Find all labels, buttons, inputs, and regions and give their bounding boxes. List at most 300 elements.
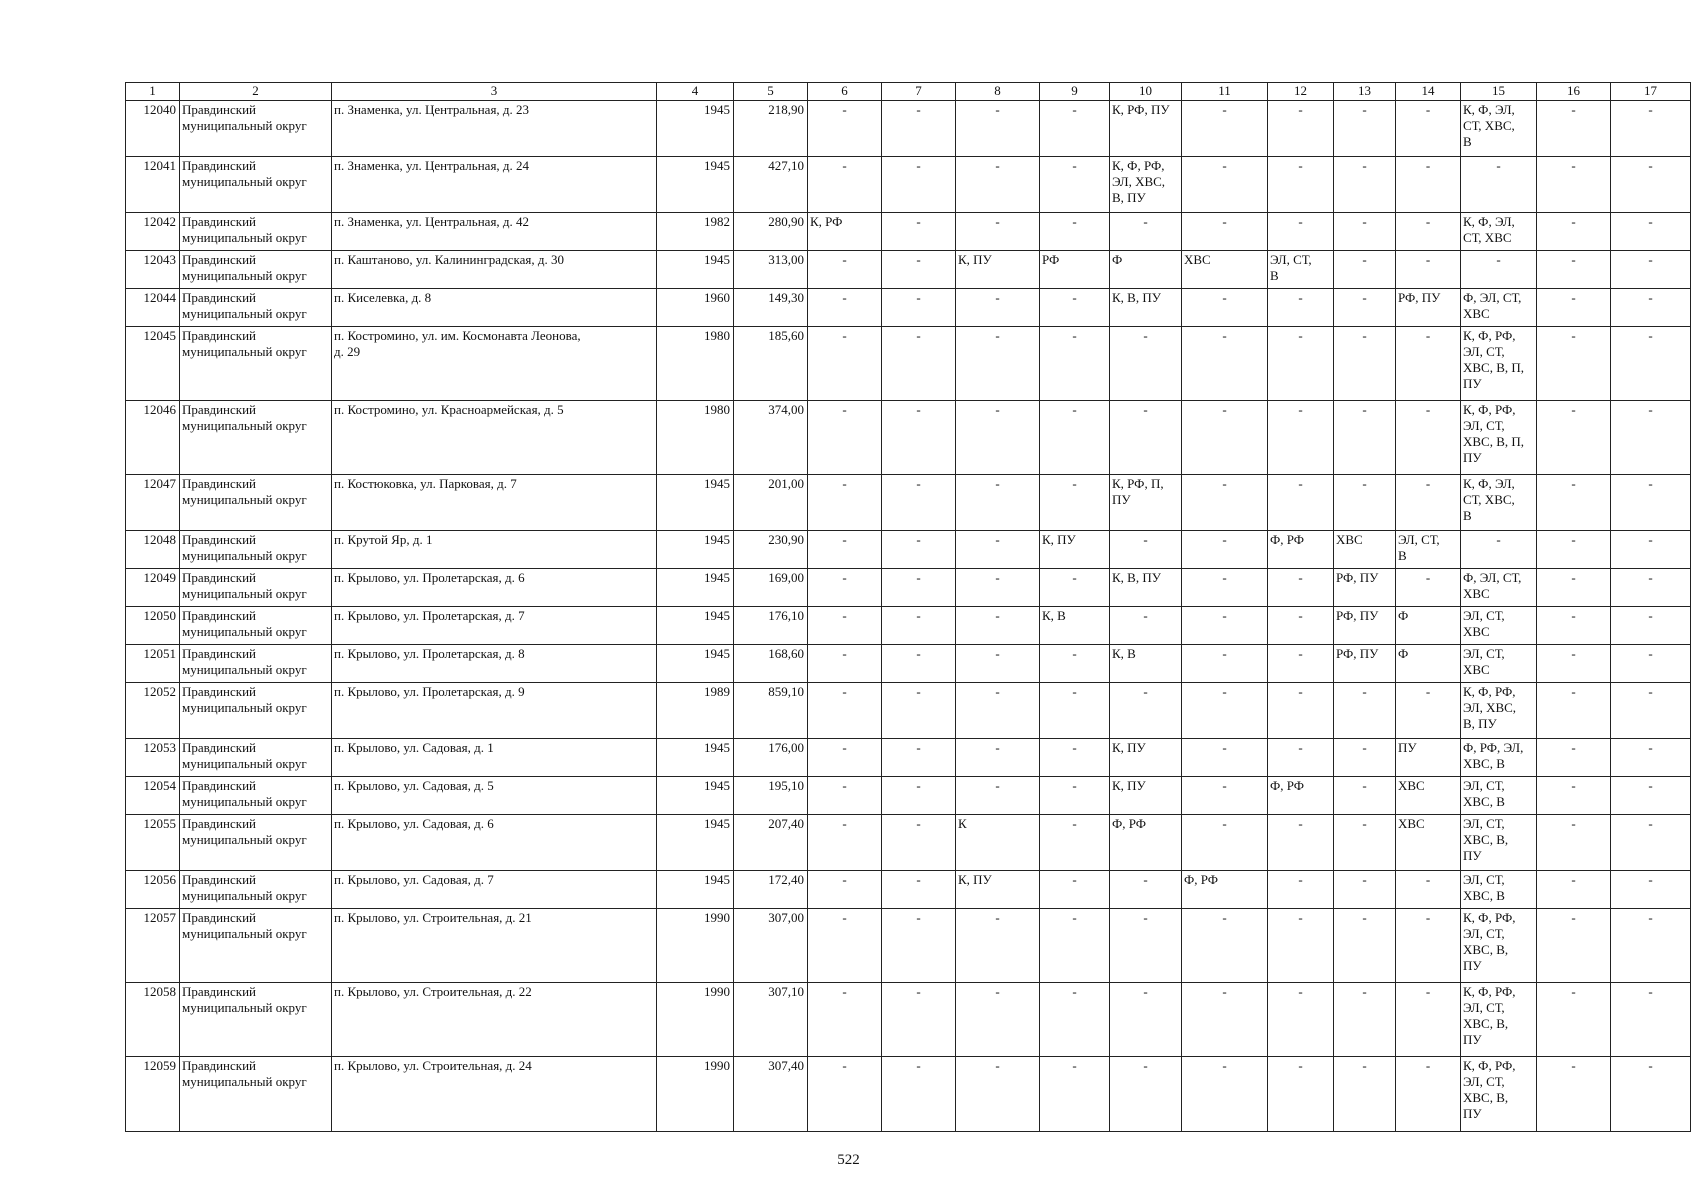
table-cell-col-17: -: [1611, 157, 1691, 213]
table-cell-col-15: Ф, ЭЛ, СТ, ХВС: [1461, 569, 1537, 607]
table-cell-col-15: ЭЛ, СТ, ХВС, В: [1461, 871, 1537, 909]
table-cell-col-14: -: [1396, 213, 1461, 251]
table-cell-col-14: -: [1396, 871, 1461, 909]
table-cell-col-7: -: [882, 871, 956, 909]
table-cell-col-5: 149,30: [734, 289, 808, 327]
table-cell-col-6: -: [808, 327, 882, 401]
table-cell-col-2: Правдинский муниципальный округ: [180, 983, 332, 1057]
table-cell-col-13: -: [1334, 475, 1396, 531]
table-cell-col-4: 1990: [657, 1057, 734, 1132]
table-cell-col-11: -: [1182, 909, 1268, 983]
table-cell-col-6: -: [808, 983, 882, 1057]
table-cell-col-13: РФ, ПУ: [1334, 607, 1396, 645]
table-cell-col-4: 1960: [657, 289, 734, 327]
table-cell-col-9: -: [1040, 569, 1110, 607]
table-cell-col-10: -: [1110, 531, 1182, 569]
table-cell-col-12: -: [1268, 569, 1334, 607]
table-cell-col-3: п. Костромино, ул. им. Космонавта Леонова, д. 29: [332, 327, 657, 401]
table-cell-col-13: -: [1334, 327, 1396, 401]
table-cell-col-11: -: [1182, 815, 1268, 871]
table-cell-col-1: 12042: [126, 213, 180, 251]
table-cell-col-16: -: [1537, 475, 1611, 531]
table-cell-col-8: К, ПУ: [956, 251, 1040, 289]
table-cell-col-13: -: [1334, 683, 1396, 739]
table-cell-col-9: -: [1040, 815, 1110, 871]
table-row: [126, 909, 1691, 983]
table-cell-col-4: 1945: [657, 777, 734, 815]
table-cell-col-9: -: [1040, 777, 1110, 815]
table-cell-col-1: 12044: [126, 289, 180, 327]
table-cell-col-9: -: [1040, 983, 1110, 1057]
table-cell-col-13: -: [1334, 983, 1396, 1057]
column-header-13: 13: [1334, 83, 1396, 101]
column-header-5: 5: [734, 83, 808, 101]
table-cell-col-2: Правдинский муниципальный округ: [180, 157, 332, 213]
table-cell-col-1: 12051: [126, 645, 180, 683]
table-cell-col-14: -: [1396, 569, 1461, 607]
table-cell-col-15: ЭЛ, СТ, ХВС: [1461, 645, 1537, 683]
table-cell-col-13: -: [1334, 777, 1396, 815]
table-cell-col-12: Ф, РФ: [1268, 531, 1334, 569]
table-cell-col-3: п. Костромино, ул. Красноармейская, д. 5: [332, 401, 657, 475]
table-cell-col-17: -: [1611, 983, 1691, 1057]
table-cell-col-4: 1945: [657, 871, 734, 909]
table-cell-col-14: ХВС: [1396, 777, 1461, 815]
table-cell-col-6: К, РФ: [808, 213, 882, 251]
table-row: [126, 683, 1691, 739]
table-cell-col-5: 201,00: [734, 475, 808, 531]
table-cell-col-13: -: [1334, 101, 1396, 157]
table-cell-col-10: -: [1110, 683, 1182, 739]
table-cell-col-13: -: [1334, 1057, 1396, 1132]
table-cell-col-6: -: [808, 569, 882, 607]
column-header-7: 7: [882, 83, 956, 101]
table-cell-col-7: -: [882, 909, 956, 983]
table-cell-col-5: 176,10: [734, 607, 808, 645]
table-cell-col-6: -: [808, 607, 882, 645]
table-row: [126, 739, 1691, 777]
table-cell-col-17: -: [1611, 401, 1691, 475]
table-cell-col-7: -: [882, 213, 956, 251]
table-cell-col-4: 1945: [657, 645, 734, 683]
table-cell-col-10: Ф: [1110, 251, 1182, 289]
table-cell-col-5: 427,10: [734, 157, 808, 213]
table-cell-col-4: 1989: [657, 683, 734, 739]
table-cell-col-16: -: [1537, 327, 1611, 401]
table-cell-col-13: -: [1334, 815, 1396, 871]
table-row: [126, 871, 1691, 909]
table-cell-col-11: -: [1182, 983, 1268, 1057]
table-row: [126, 157, 1691, 213]
table-cell-col-15: К, Ф, РФ, ЭЛ, СТ, ХВС, В, ПУ: [1461, 909, 1537, 983]
table-cell-col-1: 12054: [126, 777, 180, 815]
table-row: [126, 289, 1691, 327]
table-cell-col-12: -: [1268, 815, 1334, 871]
table-cell-col-6: -: [808, 289, 882, 327]
column-header-8: 8: [956, 83, 1040, 101]
table-cell-col-5: 313,00: [734, 251, 808, 289]
table-cell-col-8: -: [956, 327, 1040, 401]
table-cell-col-7: -: [882, 531, 956, 569]
table-cell-col-11: -: [1182, 289, 1268, 327]
table-cell-col-14: -: [1396, 327, 1461, 401]
table-cell-col-11: -: [1182, 607, 1268, 645]
table-cell-col-8: -: [956, 289, 1040, 327]
table-cell-col-7: -: [882, 401, 956, 475]
table-cell-col-9: -: [1040, 1057, 1110, 1132]
table-cell-col-12: -: [1268, 983, 1334, 1057]
table-cell-col-4: 1980: [657, 327, 734, 401]
table-cell-col-17: -: [1611, 531, 1691, 569]
column-header-11: 11: [1182, 83, 1268, 101]
table-cell-col-7: -: [882, 739, 956, 777]
table-cell-col-13: -: [1334, 289, 1396, 327]
table-cell-col-1: 12055: [126, 815, 180, 871]
table-cell-col-2: Правдинский муниципальный округ: [180, 607, 332, 645]
table-cell-col-15: К, Ф, РФ, ЭЛ, СТ, ХВС, В, П, ПУ: [1461, 401, 1537, 475]
table-cell-col-3: п. Знаменка, ул. Центральная, д. 23: [332, 101, 657, 157]
table-cell-col-3: п. Крылово, ул. Садовая, д. 1: [332, 739, 657, 777]
table-cell-col-9: -: [1040, 739, 1110, 777]
table-cell-col-15: -: [1461, 251, 1537, 289]
column-header-12: 12: [1268, 83, 1334, 101]
table-cell-col-12: -: [1268, 739, 1334, 777]
table-cell-col-5: 172,40: [734, 871, 808, 909]
table-cell-col-13: -: [1334, 739, 1396, 777]
table-cell-col-14: -: [1396, 983, 1461, 1057]
table-cell-col-5: 218,90: [734, 101, 808, 157]
table-cell-col-2: Правдинский муниципальный округ: [180, 909, 332, 983]
table-cell-col-1: 12040: [126, 101, 180, 157]
table-cell-col-3: п. Крылово, ул. Пролетарская, д. 8: [332, 645, 657, 683]
table-cell-col-8: -: [956, 909, 1040, 983]
table-row: [126, 327, 1691, 401]
table-cell-col-13: РФ, ПУ: [1334, 569, 1396, 607]
table-cell-col-5: 307,40: [734, 1057, 808, 1132]
table-cell-col-5: 185,60: [734, 327, 808, 401]
table-cell-col-4: 1980: [657, 401, 734, 475]
table-cell-col-16: -: [1537, 871, 1611, 909]
table-cell-col-8: -: [956, 777, 1040, 815]
table-cell-col-4: 1945: [657, 815, 734, 871]
table-cell-col-1: 12053: [126, 739, 180, 777]
table-cell-col-12: -: [1268, 327, 1334, 401]
table-cell-col-8: -: [956, 401, 1040, 475]
table-cell-col-13: -: [1334, 157, 1396, 213]
table-cell-col-2: Правдинский муниципальный округ: [180, 251, 332, 289]
table-cell-col-5: 307,10: [734, 983, 808, 1057]
table-cell-col-11: -: [1182, 777, 1268, 815]
table-cell-col-15: К, Ф, РФ, ЭЛ, СТ, ХВС, В, ПУ: [1461, 983, 1537, 1057]
table-cell-col-10: К, РФ, ПУ: [1110, 101, 1182, 157]
table-cell-col-7: -: [882, 645, 956, 683]
table-cell-col-3: п. Крылово, ул. Пролетарская, д. 9: [332, 683, 657, 739]
table-cell-col-16: -: [1537, 251, 1611, 289]
table-cell-col-4: 1945: [657, 607, 734, 645]
table-cell-col-11: -: [1182, 327, 1268, 401]
table-cell-col-16: -: [1537, 909, 1611, 983]
table-cell-col-6: -: [808, 531, 882, 569]
column-header-10: 10: [1110, 83, 1182, 101]
table-cell-col-8: -: [956, 213, 1040, 251]
table-cell-col-1: 12057: [126, 909, 180, 983]
table-cell-col-10: Ф, РФ: [1110, 815, 1182, 871]
table-cell-col-1: 12047: [126, 475, 180, 531]
table-cell-col-9: -: [1040, 871, 1110, 909]
registry-table: [125, 82, 1691, 1132]
table-cell-col-17: -: [1611, 213, 1691, 251]
table-cell-col-7: -: [882, 101, 956, 157]
table-cell-col-12: -: [1268, 157, 1334, 213]
table-cell-col-6: -: [808, 777, 882, 815]
table-cell-col-11: -: [1182, 739, 1268, 777]
table-cell-col-9: -: [1040, 909, 1110, 983]
table-cell-col-12: -: [1268, 1057, 1334, 1132]
table-cell-col-3: п. Крылово, ул. Садовая, д. 7: [332, 871, 657, 909]
table-cell-col-2: Правдинский муниципальный округ: [180, 569, 332, 607]
table-cell-col-15: К, Ф, РФ, ЭЛ, ХВС, В, ПУ: [1461, 683, 1537, 739]
table-cell-col-17: -: [1611, 327, 1691, 401]
table-cell-col-12: -: [1268, 909, 1334, 983]
table-cell-col-9: -: [1040, 683, 1110, 739]
table-cell-col-16: -: [1537, 531, 1611, 569]
table-cell-col-12: -: [1268, 607, 1334, 645]
table-cell-col-3: п. Крутой Яр, д. 1: [332, 531, 657, 569]
table-cell-col-10: -: [1110, 871, 1182, 909]
table-cell-col-1: 12058: [126, 983, 180, 1057]
table-cell-col-2: Правдинский муниципальный округ: [180, 645, 332, 683]
table-cell-col-14: Ф: [1396, 645, 1461, 683]
page-number: 522: [837, 1152, 860, 1168]
table-cell-col-15: К, Ф, ЭЛ, СТ, ХВС, В: [1461, 475, 1537, 531]
table-cell-col-1: 12041: [126, 157, 180, 213]
table-cell-col-8: -: [956, 101, 1040, 157]
table-cell-col-13: -: [1334, 909, 1396, 983]
table-cell-col-8: -: [956, 607, 1040, 645]
table-cell-col-16: -: [1537, 607, 1611, 645]
table-cell-col-2: Правдинский муниципальный округ: [180, 289, 332, 327]
table-cell-col-17: -: [1611, 569, 1691, 607]
table-cell-col-16: -: [1537, 683, 1611, 739]
table-cell-col-9: РФ: [1040, 251, 1110, 289]
table-cell-col-3: п. Крылово, ул. Пролетарская, д. 6: [332, 569, 657, 607]
table-cell-col-13: -: [1334, 871, 1396, 909]
table-cell-col-16: -: [1537, 645, 1611, 683]
table-cell-col-2: Правдинский муниципальный округ: [180, 213, 332, 251]
table-cell-col-7: -: [882, 157, 956, 213]
table-cell-col-14: -: [1396, 251, 1461, 289]
table-cell-col-17: -: [1611, 739, 1691, 777]
table-cell-col-9: К, ПУ: [1040, 531, 1110, 569]
table-cell-col-16: -: [1537, 983, 1611, 1057]
table-cell-col-7: -: [882, 1057, 956, 1132]
table-cell-col-8: -: [956, 983, 1040, 1057]
table-cell-col-14: Ф: [1396, 607, 1461, 645]
table-cell-col-11: -: [1182, 213, 1268, 251]
table-cell-col-5: 230,90: [734, 531, 808, 569]
table-cell-col-11: ХВС: [1182, 251, 1268, 289]
table-cell-col-9: К, В: [1040, 607, 1110, 645]
table-cell-col-17: -: [1611, 251, 1691, 289]
table-cell-col-15: К, Ф, ЭЛ, СТ, ХВС: [1461, 213, 1537, 251]
column-header-17: 17: [1611, 83, 1691, 101]
table-cell-col-7: -: [882, 327, 956, 401]
table-cell-col-15: ЭЛ, СТ, ХВС, В: [1461, 777, 1537, 815]
table-cell-col-6: -: [808, 1057, 882, 1132]
table-row: [126, 607, 1691, 645]
table-cell-col-17: -: [1611, 1057, 1691, 1132]
table-cell-col-1: 12050: [126, 607, 180, 645]
table-cell-col-6: -: [808, 475, 882, 531]
table-cell-col-11: -: [1182, 101, 1268, 157]
table-cell-col-8: -: [956, 569, 1040, 607]
table-cell-col-7: -: [882, 815, 956, 871]
table-cell-col-6: -: [808, 645, 882, 683]
table-cell-col-14: -: [1396, 475, 1461, 531]
table-cell-col-14: -: [1396, 157, 1461, 213]
table-cell-col-12: ЭЛ, СТ, В: [1268, 251, 1334, 289]
table-cell-col-4: 1990: [657, 909, 734, 983]
table-cell-col-14: ПУ: [1396, 739, 1461, 777]
table-body: [126, 101, 1691, 1132]
table-cell-col-14: РФ, ПУ: [1396, 289, 1461, 327]
table-cell-col-8: -: [956, 1057, 1040, 1132]
table-cell-col-3: п. Крылово, ул. Строительная, д. 24: [332, 1057, 657, 1132]
table-cell-col-3: п. Знаменка, ул. Центральная, д. 24: [332, 157, 657, 213]
table-cell-col-12: -: [1268, 101, 1334, 157]
table-cell-col-11: Ф, РФ: [1182, 871, 1268, 909]
table-cell-col-15: ЭЛ, СТ, ХВС: [1461, 607, 1537, 645]
table-cell-col-10: К, В, ПУ: [1110, 569, 1182, 607]
table-cell-col-4: 1945: [657, 569, 734, 607]
table-cell-col-7: -: [882, 683, 956, 739]
table-cell-col-16: -: [1537, 157, 1611, 213]
table-row: [126, 569, 1691, 607]
table-cell-col-15: Ф, ЭЛ, СТ, ХВС: [1461, 289, 1537, 327]
table-cell-col-11: -: [1182, 531, 1268, 569]
table-row: [126, 475, 1691, 531]
table-cell-col-10: К, В: [1110, 645, 1182, 683]
table-cell-col-6: -: [808, 909, 882, 983]
table-cell-col-12: -: [1268, 683, 1334, 739]
table-cell-col-7: -: [882, 569, 956, 607]
table-cell-col-10: К, РФ, П, ПУ: [1110, 475, 1182, 531]
table-cell-col-8: -: [956, 683, 1040, 739]
table-cell-col-10: К, В, ПУ: [1110, 289, 1182, 327]
table-cell-col-4: 1945: [657, 157, 734, 213]
table-cell-col-5: 176,00: [734, 739, 808, 777]
table-cell-col-3: п. Крылово, ул. Пролетарская, д. 7: [332, 607, 657, 645]
table-cell-col-6: -: [808, 101, 882, 157]
table-cell-col-17: -: [1611, 289, 1691, 327]
table-cell-col-17: -: [1611, 683, 1691, 739]
table-cell-col-15: -: [1461, 531, 1537, 569]
table-cell-col-14: -: [1396, 1057, 1461, 1132]
table-row: [126, 401, 1691, 475]
table-cell-col-3: п. Каштаново, ул. Калининградская, д. 30: [332, 251, 657, 289]
table-cell-col-8: -: [956, 739, 1040, 777]
table-cell-col-4: 1945: [657, 251, 734, 289]
table-cell-col-14: ХВС: [1396, 815, 1461, 871]
table-cell-col-11: -: [1182, 569, 1268, 607]
table-cell-col-10: -: [1110, 607, 1182, 645]
table-cell-col-5: 207,40: [734, 815, 808, 871]
table-cell-col-15: К, Ф, РФ, ЭЛ, СТ, ХВС, В, ПУ: [1461, 1057, 1537, 1132]
table-cell-col-17: -: [1611, 607, 1691, 645]
table-cell-col-11: -: [1182, 401, 1268, 475]
table-cell-col-17: -: [1611, 475, 1691, 531]
table-cell-col-3: п. Крылово, ул. Садовая, д. 6: [332, 815, 657, 871]
column-header-9: 9: [1040, 83, 1110, 101]
table-cell-col-3: п. Крылово, ул. Строительная, д. 21: [332, 909, 657, 983]
table-cell-col-1: 12043: [126, 251, 180, 289]
table-cell-col-7: -: [882, 289, 956, 327]
table-cell-col-12: Ф, РФ: [1268, 777, 1334, 815]
table-cell-col-1: 12045: [126, 327, 180, 401]
table-row: [126, 1057, 1691, 1132]
table-cell-col-4: 1945: [657, 531, 734, 569]
table-cell-col-2: Правдинский муниципальный округ: [180, 1057, 332, 1132]
table-cell-col-14: -: [1396, 101, 1461, 157]
table-row: [126, 983, 1691, 1057]
table-cell-col-15: -: [1461, 157, 1537, 213]
table-row: [126, 251, 1691, 289]
table-cell-col-3: п. Крылово, ул. Строительная, д. 22: [332, 983, 657, 1057]
table-cell-col-1: 12049: [126, 569, 180, 607]
table-cell-col-4: 1990: [657, 983, 734, 1057]
table-cell-col-12: -: [1268, 289, 1334, 327]
table-cell-col-11: -: [1182, 157, 1268, 213]
table-cell-col-17: -: [1611, 777, 1691, 815]
column-header-6: 6: [808, 83, 882, 101]
column-header-14: 14: [1396, 83, 1461, 101]
table-row: [126, 101, 1691, 157]
column-header-4: 4: [657, 83, 734, 101]
table-cell-col-16: -: [1537, 815, 1611, 871]
column-header-2: 2: [180, 83, 332, 101]
table-cell-col-4: 1945: [657, 101, 734, 157]
column-header-3: 3: [332, 83, 657, 101]
table-row: [126, 213, 1691, 251]
table-cell-col-10: К, Ф, РФ, ЭЛ, ХВС, В, ПУ: [1110, 157, 1182, 213]
table-cell-col-6: -: [808, 157, 882, 213]
table-cell-col-4: 1982: [657, 213, 734, 251]
table-cell-col-17: -: [1611, 101, 1691, 157]
table-cell-col-12: -: [1268, 401, 1334, 475]
table-cell-col-1: 12059: [126, 1057, 180, 1132]
table-cell-col-10: -: [1110, 1057, 1182, 1132]
column-header-16: 16: [1537, 83, 1611, 101]
table-cell-col-6: -: [808, 251, 882, 289]
table-cell-col-16: -: [1537, 739, 1611, 777]
table-cell-col-17: -: [1611, 815, 1691, 871]
table-cell-col-2: Правдинский муниципальный округ: [180, 739, 332, 777]
table-cell-col-7: -: [882, 607, 956, 645]
table-cell-col-16: -: [1537, 777, 1611, 815]
table-cell-col-2: Правдинский муниципальный округ: [180, 327, 332, 401]
table-cell-col-3: п. Знаменка, ул. Центральная, д. 42: [332, 213, 657, 251]
table-cell-col-10: К, ПУ: [1110, 777, 1182, 815]
table-cell-col-13: -: [1334, 401, 1396, 475]
table-cell-col-9: -: [1040, 645, 1110, 683]
table-cell-col-10: К, ПУ: [1110, 739, 1182, 777]
table-row: [126, 815, 1691, 871]
table-cell-col-10: -: [1110, 327, 1182, 401]
table-cell-col-8: -: [956, 645, 1040, 683]
table-cell-col-8: К, ПУ: [956, 871, 1040, 909]
table-cell-col-1: 12048: [126, 531, 180, 569]
table-cell-col-17: -: [1611, 871, 1691, 909]
